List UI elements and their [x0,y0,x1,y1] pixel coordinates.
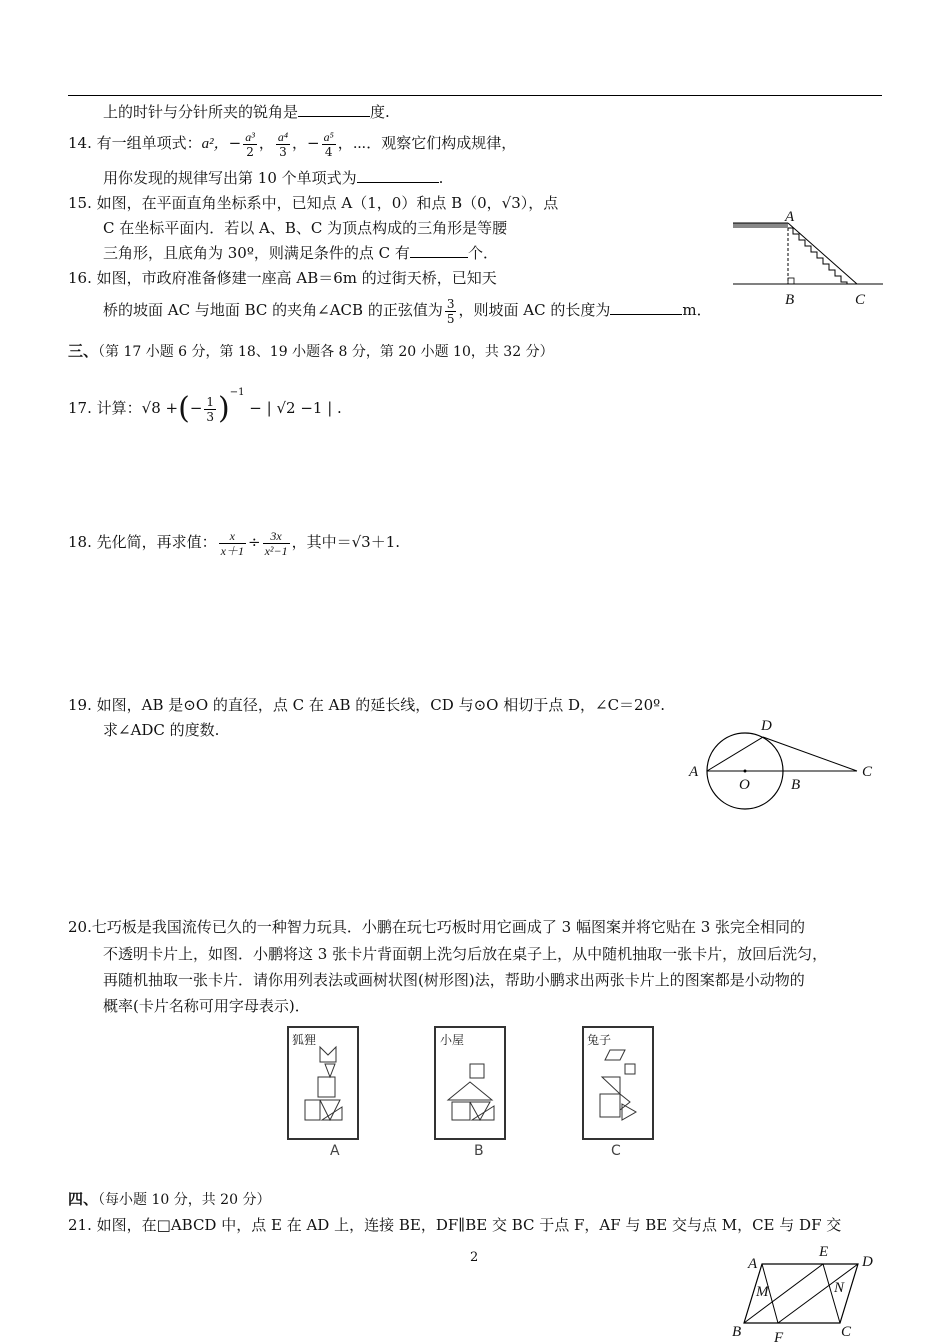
card-fox-label: A [330,1143,340,1159]
circle-tangent-figure [685,712,885,812]
card-fox-title: 狐狸 [292,1033,317,1047]
label-D: D [862,1254,873,1270]
q19-line1: 19. 如图，AB 是⊙O 的直径，点 C 在 AB 的延长线，CD 与⊙O 相切于点 D，∠C＝20º. [68,696,665,714]
card-rabbit-title: 兔子 [587,1033,612,1047]
tangent-CD [763,737,857,771]
label-E: E [819,1244,829,1260]
label-A: A [785,209,795,225]
q15-line3: 三角形，且底角为 30º，则满足条件的点 C 有 个． [103,244,498,262]
label-N: N [834,1280,845,1296]
q18: 18. 先化简，再求值： $\frac{x}{x+1}$ ÷ $\frac{3x}{\text{x²−1}}$ ，其中＝√3＋1. [68,528,401,558]
label-A: A [748,1256,758,1272]
stairs [788,228,847,284]
q16-line1: 16. 如图，市政府准备修建一座高 AB＝6m 的过街天桥，已知天 [68,269,497,287]
page-number: 2 [470,1250,479,1265]
card-house-title: 小屋 [440,1033,465,1047]
q14-line1: 14. 有一组单项式：a²，− $\frac{\text{a³}}{2}$ ， $\frac{\text{a⁴}}{3}$ ，− $\frac{\text{a⁵}}{4}$ ，⋯．观察它们构成规律， [68,129,517,159]
chord-AD [707,737,763,771]
card-house [435,1027,505,1159]
label-B: B [791,777,801,793]
q20-line1: 20.七巧板是我国流传已久的一种智力玩具．小鹏在玩七巧板时用它画成了 3 幅图案并将它贴在 3 张完全相同的 [68,918,806,936]
q15-line1: 15. 如图，在平面直角坐标系中，已知点 A（1，0）和点 B（0，√3），点 [68,194,559,212]
overpass-figure [725,205,885,315]
label-C: C [862,764,873,780]
section-3-heading: 三、（第 17 小题 6 分，第 18、19 小题各 8 分，第 20 小题 10，共 32 分） [68,342,554,360]
q15-line2: C 在坐标平面内．若以 A、B、C 为顶点构成的三角形是等腰 [103,219,508,237]
q13-tail: 上的时针与分针所夹的锐角是 度. [103,103,390,121]
q14-line2: 用你发现的规律写出第 10 个单项式为 . [103,169,444,187]
card-rabbit-label: C [611,1143,621,1159]
section-4-heading: 四、（每小题 10 分，共 20 分） [68,1190,271,1208]
right-angle-mark [788,278,794,284]
label-O: O [739,777,750,793]
slope-AC [788,223,857,284]
card-fox [288,1027,358,1159]
segment-DF [778,1264,858,1323]
label-F: F [774,1330,784,1344]
card-house-label: B [474,1143,484,1159]
q20-line3: 再随机抽取一张卡片．请你用列表法或画树状图(树形图)法，帮助小鹏求出两张卡片上的图案都是小动物的 [103,971,805,989]
center-dot [744,770,747,773]
label-A: A [689,764,699,780]
bridge-deck [733,223,788,228]
header-rule [68,95,882,96]
q19-line2: 求∠ADC 的度数. [103,721,220,739]
q17: 17. 计算：√8 +(− $\frac{1}{3}$ )$^{-1}$ − | √2 −1 | . [68,387,342,426]
q16-line2: 桥的坡面 AC 与地面 BC 的夹角∠ACB 的正弦值为 $\frac{3}{5}$ ，则坡面 AC 的长度为 m． [103,296,712,326]
q20-line4: 概率(卡片名称可用字母表示)． [103,997,310,1015]
parallelogram-figure [728,1238,888,1344]
q21-line1: 21. 如图，在□ABCD 中，点 E 在 AD 上，连接 BE，DF∥BE 交 BC 于点 F，AF 与 BE 交与点 M，CE 与 DF 交 [68,1216,842,1234]
q20-line2: 不透明卡片上，如图．小鹏将这 3 张卡片背面朝上洗匀后放在桌子上，从中随机抽取一张卡片，放回后洗匀， [103,945,828,963]
label-B: B [732,1324,742,1340]
label-B: B [785,292,795,308]
label-M: M [756,1284,769,1300]
label-C: C [841,1324,852,1340]
label-C: C [855,292,866,308]
card-rabbit [583,1027,653,1159]
tangram-cards [280,1022,680,1167]
label-D: D [761,718,772,734]
